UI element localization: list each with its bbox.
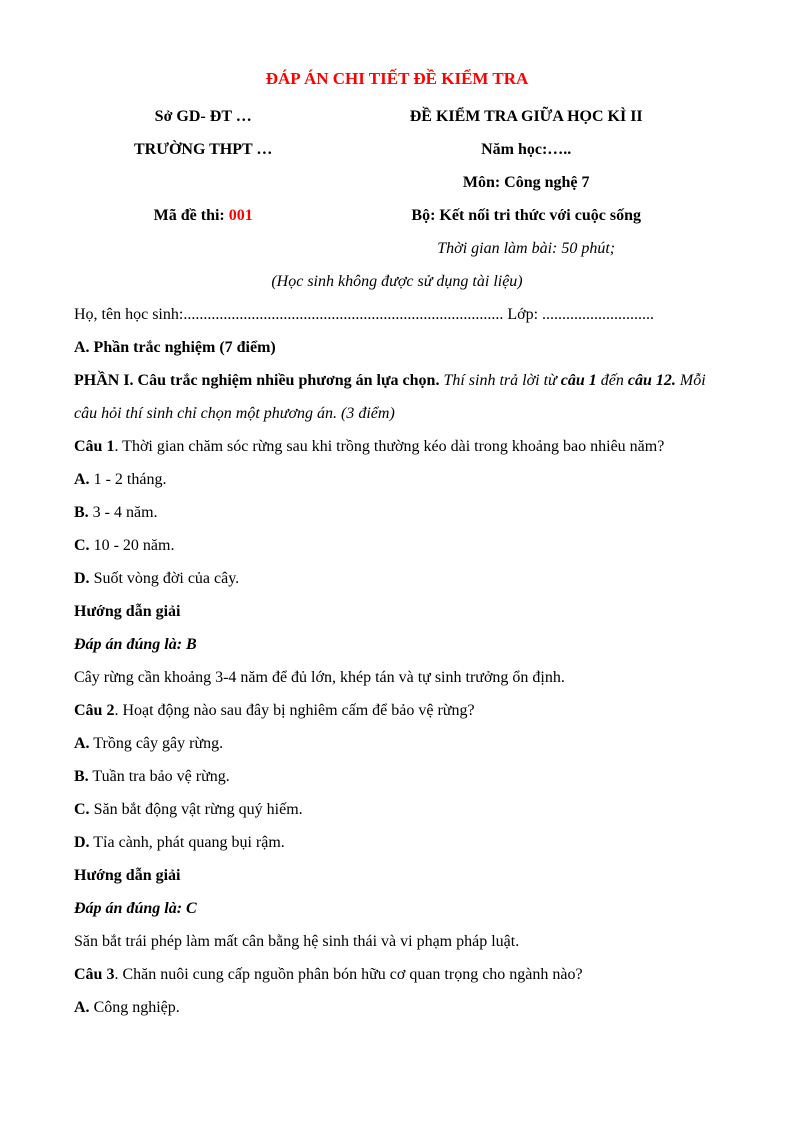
part1-bold-italic-2: câu 12. [627,372,676,389]
option-letter: A. [74,735,90,752]
answer-explanation: Săn bắt trái phép làm mất cân bằng hệ sinh thái và vi phạm pháp luật. [74,933,520,950]
exam-header [74,100,720,265]
question-label: Câu 2 [74,702,115,719]
question-label: Câu 1 [74,438,115,455]
option-text: Trồng cây gây rừng. [89,735,224,752]
guide-heading: Hướng dẫn giải [74,603,181,620]
exam-code-line [74,199,332,232]
school-year-line: Năm học:….. [481,141,572,158]
option-a [74,727,720,760]
part1-italic-3: Mỗi câu hỏi thí sinh chỉ chọn một phương án. (3 điểm) [74,372,706,422]
exam-title-line: ĐỀ KIỂM TRA GIỮA HỌC KÌ II [409,108,643,125]
option-letter: D. [74,834,90,851]
option-letter: C. [74,801,90,818]
department-line: Sở GD- ĐT … [154,108,252,125]
exam-code-value: 001 [228,207,253,224]
option-text: Suốt vòng đời của cây. [89,570,240,587]
question-label: Câu 3 [74,966,115,983]
option-text: Tuần tra bảo vệ rừng. [88,768,230,785]
option-letter: A. [74,999,90,1016]
option-text: 1 - 2 tháng. [89,471,167,488]
question-block-1 [74,430,720,694]
option-text: 10 - 20 năm. [89,537,175,554]
option-text: 3 - 4 năm. [88,504,158,521]
student-info-line [74,298,720,331]
class-label: Lớp: [503,306,543,323]
part1-heading [74,364,720,430]
question-block-3 [74,958,720,1024]
subject-line: Môn: Công nghệ 7 [462,174,590,191]
document-title: ĐÁP ÁN CHI TIẾT ĐỀ KIỂM TRA [265,69,529,88]
option-text: Săn bắt động vật rừng quý hiếm. [89,801,303,818]
option-letter: D. [74,570,90,587]
option-d [74,562,720,595]
guide-heading: Hướng dẫn giải [74,867,181,884]
answer-explanation: Cây rừng cần khoảng 3-4 năm để đủ lớn, khép tán và tự sinh trưởng ổn định. [74,669,565,686]
part1-bold: PHẦN I. Câu trắc nghiệm nhiều phương án lựa chọn. [74,372,440,389]
header-spacer [74,166,332,199]
part1-bold-italic-1: câu 1 [560,372,597,389]
option-b [74,760,720,793]
duration-line: Thời gian làm bài: 50 phút; [437,240,616,257]
correct-answer: Đáp án đúng là: B [74,636,197,653]
option-c [74,793,720,826]
student-name-label: Họ, tên học sinh: [74,306,184,323]
option-a [74,463,720,496]
option-c [74,529,720,562]
student-name-dots: ................................................................................ [183,306,504,323]
exam-code-label: Mã đề thi: [153,207,229,224]
class-dots: ............................ [542,306,655,323]
correct-answer: Đáp án đúng là: C [74,900,197,917]
part1-italic-2: đến [596,372,628,389]
question-text [74,430,720,463]
exam-header-right [332,100,720,265]
option-text: Tỉa cành, phát quang bụi rậm. [89,834,285,851]
option-letter: B. [74,768,89,785]
option-a [74,991,720,1024]
option-letter: A. [74,471,90,488]
question-body: . Hoạt động nào sau đây bị nghiêm cấm để bảo vệ rừng? [114,702,475,719]
question-body: . Chăn nuôi cung cấp nguồn phân bón hữu cơ quan trọng cho ngành nào? [114,966,583,983]
no-material-note: (Học sinh không được sử dụng tài liệu) [271,273,523,290]
exam-header-left [74,100,332,265]
school-line: TRƯỜNG THPT … [134,141,273,158]
section-a-heading: A. Phần trắc nghiệm (7 điểm) [74,339,276,356]
question-block-2 [74,694,720,958]
option-b [74,496,720,529]
option-letter: C. [74,537,90,554]
part1-italic-1: Thí sinh trả lời từ [439,372,561,389]
question-body: . Thời gian chăm sóc rừng sau khi trồng thường kéo dài trong khoảng bao nhiêu năm? [114,438,665,455]
book-line: Bộ: Kết nối tri thức với cuộc sống [411,207,641,224]
option-d [74,826,720,859]
option-letter: B. [74,504,89,521]
question-text [74,958,720,991]
question-text [74,694,720,727]
option-text: Công nghiệp. [89,999,180,1016]
